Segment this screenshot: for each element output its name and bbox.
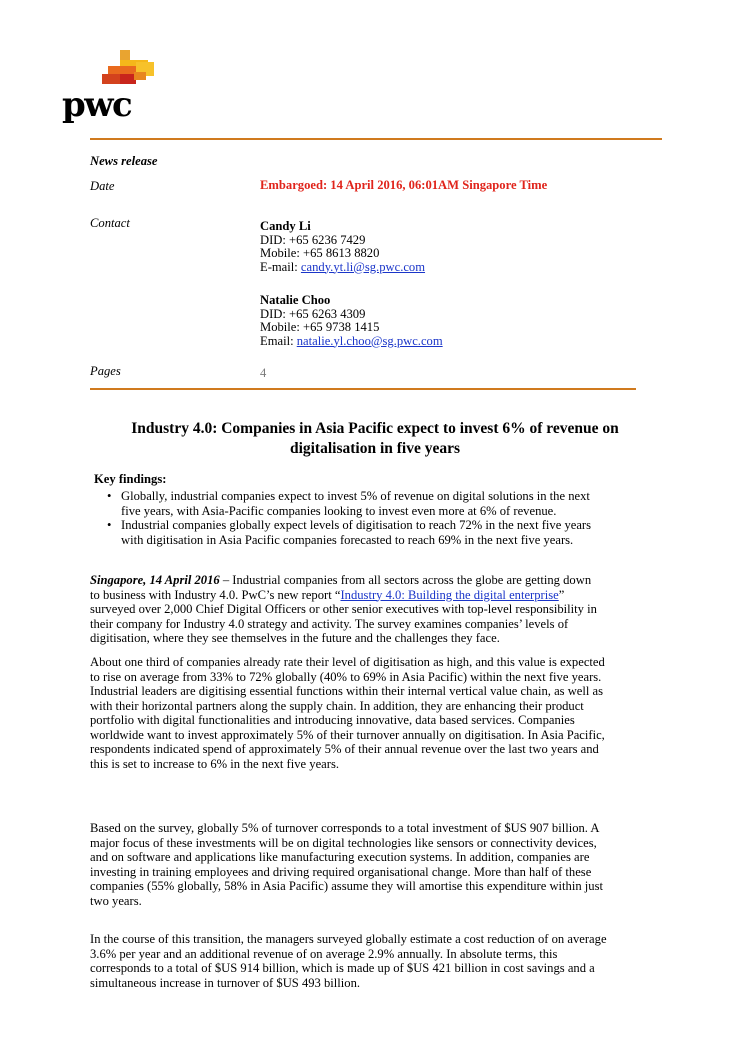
pages-count: 4 [260, 366, 267, 380]
contact-email-row [260, 261, 425, 275]
paragraph-line: digitisation, where they see themselves in the future and the challenges they face. [90, 631, 500, 645]
logo-block [134, 72, 146, 80]
paragraph-line [90, 588, 670, 603]
contact-email-label: Email: [260, 333, 297, 348]
pwc-logo [62, 46, 162, 126]
paragraph-text: to business with Industry 4.0. PwC’s new report “ [90, 587, 341, 602]
news-release-label: News release [90, 154, 158, 168]
page-title [90, 419, 660, 459]
paragraph [90, 932, 670, 990]
paragraph-line: About one third of companies already rate their level of digitisation as high, and this value is expected [90, 655, 605, 669]
title-line: digitalisation in five years [289, 440, 461, 457]
header-rule-top [90, 138, 662, 140]
paragraph-line: respondents indicated spend of approximately 5% of their annual revenue over the last two years and [90, 742, 599, 756]
contact-card [260, 294, 443, 348]
paragraph [90, 821, 670, 908]
paragraph-line: In the course of this transition, the managers surveyed globally estimate a cost reduction of on average [90, 932, 607, 946]
paragraph-line: to rise on average from 33% to 72% globally (40% to 69% in Asia Pacific) within the next five years. [90, 669, 602, 684]
logo-block [102, 74, 122, 84]
contact-name: Candy Li [260, 219, 311, 233]
list-item-line: with digitisation in Asia Pacific companies forecasted to reach 69% in the next five years. [121, 532, 574, 547]
paragraph-line: their company for Industry 4.0 strategy and activity. The survey examines companies’ levels of [90, 616, 569, 631]
paragraph-text: ” [558, 587, 565, 602]
paragraph-line: Industrial leaders are digitising essential functions within their internal vertical value chain, as well as [90, 684, 604, 698]
paragraph-line: simultaneous increase in turnover of $US 493 billion. [90, 975, 361, 990]
list-item-line: • Globally, industrial companies expect to invest 5% of revenue on digital solutions in the next [121, 489, 590, 503]
date-label: Date [90, 179, 115, 193]
title-line: Industry 4.0: Companies in Asia Pacific expect to invest 6% of revenue on [131, 420, 619, 437]
paragraph-line: worldwide want to invest approximately 5% of their turnover annually on digitisation. In Asia Pacific, [90, 727, 605, 742]
list-item [121, 489, 691, 518]
list-item-line: five years, with Asia-Pacific companies looking to invest even more at 6% of revenue. [121, 503, 557, 518]
report-link[interactable]: Industry 4.0: Building the digital enterprise [340, 587, 559, 602]
paragraph-line: surveyed over 2,000 Chief Digital Officers or other senior executives with top-level responsibility in [90, 602, 597, 616]
contact-name: Natalie Choo [260, 293, 331, 307]
paragraph-text: – Industrial companies from all sectors across the globe are getting down [219, 573, 592, 587]
list-item [121, 518, 691, 547]
paragraph-line: Based on the survey, globally 5% of turnover corresponds to a total investment of $US 907 billion. A [90, 821, 600, 835]
contact-mobile: Mobile: +65 8613 8820 [260, 246, 380, 260]
contact-label: Contact [90, 216, 130, 230]
paragraph [90, 655, 670, 771]
contact-email-link[interactable]: natalie.yl.choo@sg.pwc.com [296, 333, 443, 348]
paragraph-line: with their horizontal partners along the supply chain. In addition, they are enhancing their product [90, 698, 584, 713]
key-findings-heading: Key findings: [94, 472, 167, 486]
header-rule-bottom [90, 388, 636, 390]
paragraph-line: companies (55% globally, 58% in Asia Pacific) assume they will amortise this expenditure within just [90, 879, 603, 893]
contact-card [260, 220, 425, 274]
embargo-date: Embargoed: 14 April 2016, 06:01AM Singapore Time [260, 178, 548, 192]
contact-did: DID: +65 6263 4309 [260, 306, 366, 321]
paragraph-line: investing in training employees and driving required organisational change. More than half of these [90, 864, 592, 879]
logo-wordmark: pwc [62, 85, 132, 125]
paragraph-line: 3.6% per year and an additional revenue of on average 2.9% annually. In absolute terms, this [90, 946, 558, 961]
key-findings-list [90, 489, 691, 547]
paragraph-line: two years. [90, 893, 142, 908]
paragraph-line: portfolio with digital functionalities and introducing innovative, data based services. Companies [90, 713, 575, 727]
contact-email-link[interactable]: candy.yt.li@sg.pwc.com [300, 259, 426, 274]
paragraph-line [90, 573, 670, 588]
contact-mobile: Mobile: +65 9738 1415 [260, 320, 380, 334]
pages-label: Pages [90, 364, 121, 378]
paragraph-line: major focus of these investments will be on digital technologies like sensors or connectivity devices, [90, 835, 597, 850]
contact-email-label: E-mail: [260, 259, 301, 274]
paragraph-line: and on software and applications like manufacturing execution systems. In addition, companies are [90, 850, 590, 864]
paragraph-line: this is set to increase to 6% in the next five years. [90, 756, 340, 771]
paragraph [90, 573, 670, 646]
list-item-line: • Industrial companies globally expect levels of digitisation to reach 72% in the next five years [121, 518, 592, 532]
contact-email-row [260, 335, 443, 349]
paragraph-line: corresponds to a total of $US 914 billion, which is made up of $US 421 billion in cost savings and a [90, 961, 595, 975]
contact-did: DID: +65 6236 7429 [260, 232, 366, 247]
dateline: Singapore, 14 April 2016 [90, 573, 220, 587]
